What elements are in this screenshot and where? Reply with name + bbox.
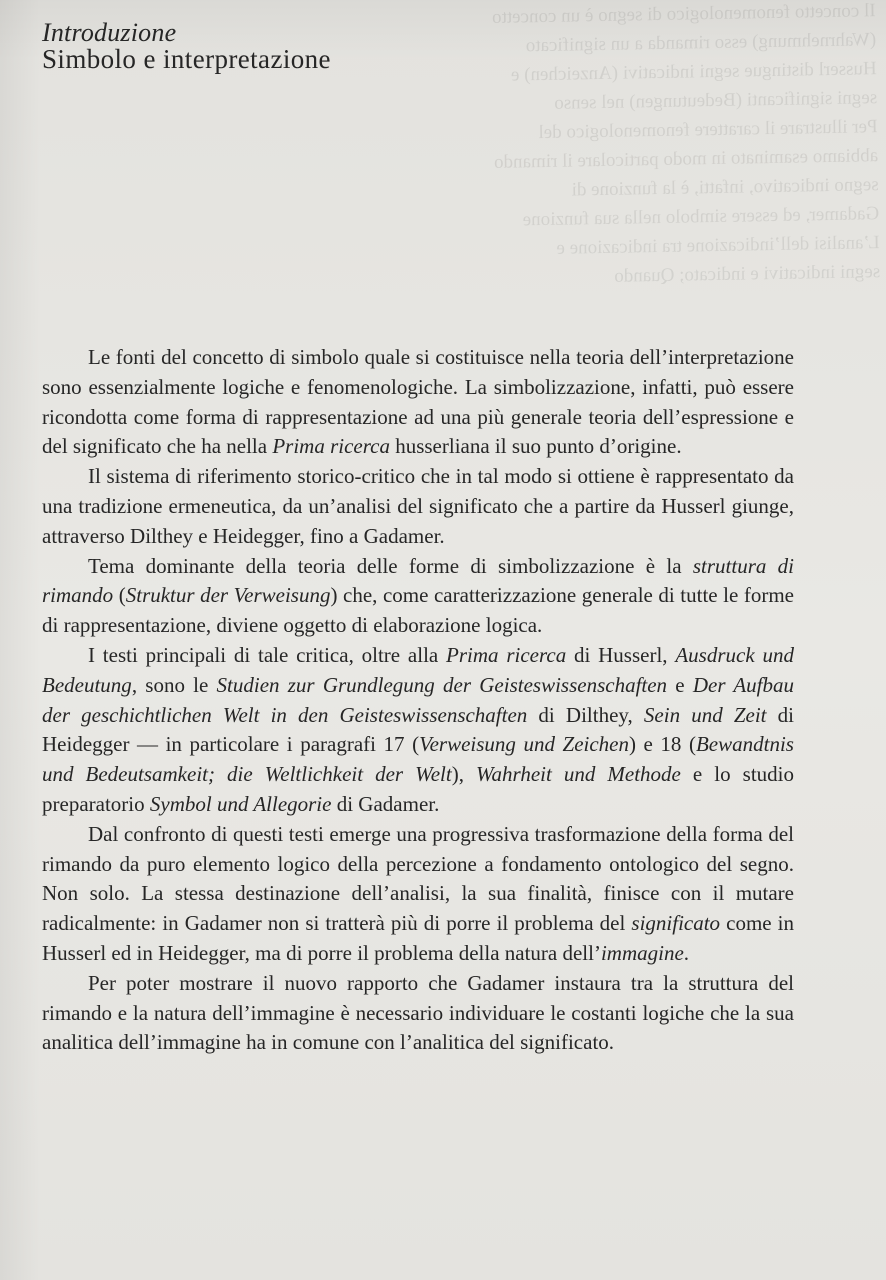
- chapter-title: Simbolo e interpretazione: [42, 44, 331, 74]
- italic-title: Ausdruck und Bedeutung: [42, 642, 794, 697]
- paragraph: [42, 343, 794, 462]
- text-run: Dal confronto di questi testi emerge una progressiva trasformazione della forma del rimando da puro elemento logico della percezione a fondamento ontologico del segno. Non solo. La stessa destinazione dell’analisi, la sua finalità, finisce con il mutare radicalmente: in Gadamer non si tratterà più di porre il problema del: [42, 821, 794, 936]
- text-run: (: [113, 583, 126, 608]
- text-run: ),: [451, 762, 476, 787]
- text-run: e lo studio preparatorio: [42, 762, 794, 816]
- text-run: di Husserl,: [566, 642, 676, 667]
- paragraph: [42, 969, 794, 1058]
- italic-title: Der Aufbau der geschichtlichen Welt in den Geisteswissenschaften: [42, 672, 794, 727]
- paragraph: [42, 641, 794, 820]
- italic-title: Struktur der Verweisung: [125, 583, 331, 608]
- text-run: di Heidegger — in particolare i paragrafi 17 (: [42, 702, 794, 757]
- italic-title: immagine: [600, 940, 684, 965]
- text-run: I testi principali di tale critica, oltre alla: [88, 642, 447, 667]
- italic-title: Bewandtnis und Bedeutsamkeit; die Weltlichkeit der Welt: [42, 732, 794, 787]
- italic-title: Sein und Zeit: [643, 702, 767, 727]
- paragraph: [42, 552, 794, 641]
- italic-title: Symbol und Allegorie: [149, 791, 332, 816]
- show-through-text: Il concetto fenomenologico di segno è un concetto (Wahrnehmung) esso rimanda a un significato Husserl distingue segni indicativi (Anzeichen) e segni significanti (Bedeutungen) nel senso Per illustrare il carattere fenomenologico del abbiamo esaminato in modo particolare il rimando segno indicativo, infatti, è la funzione di Gadamer, ed essere simbolo nella sua funzione L’analisi dell’indicazione tra indicazione e segni indicativi e indicato; Quando: [491, 0, 881, 287]
- text-run: husserliana il suo punto d’origine.: [389, 434, 682, 459]
- italic-title: significato: [631, 911, 721, 936]
- italic-title: Verweisung und Zeichen: [419, 732, 629, 757]
- text-run: ) che, come caratterizzazione generale di tutte le forme di rappresentazione, diviene oggetto di elaborazione logica.: [42, 583, 794, 638]
- text-run: ) e 18 (: [629, 732, 696, 757]
- body-text: [42, 343, 794, 1058]
- paragraph: [42, 820, 794, 969]
- chapter-label: Introduzione: [42, 18, 177, 47]
- paragraph: [42, 462, 794, 551]
- text-run: , sono le: [131, 672, 217, 697]
- text-run: Tema dominante della teoria delle forme di simbolizzazione è la: [88, 553, 693, 578]
- text-run: .: [683, 940, 690, 965]
- text-run: e: [667, 672, 693, 697]
- text-run: di Dilthey,: [527, 702, 644, 727]
- italic-title: struttura di rimando: [42, 553, 795, 608]
- text-run: Le fonti del concetto di simbolo quale si costituisce nella teoria dell’interpretazione sono essenzialmente logiche e fenomenologiche. La simbolizzazione, infatti, può essere ricondotta come forma di rappresentazione ad una più generale teoria dell’espressione e del significato che ha nella: [42, 345, 794, 459]
- text-run: Il sistema di riferimento storico-critico che in tal modo si ottiene è rappresentato da una tradizione ermeneutica, da un’analisi del significato che a partire da Husserl giunge, attraverso Dilthey e Heidegger, fino a Gadamer.: [42, 464, 794, 548]
- text-run: come in Husserl ed in Heidegger, ma di porre il problema della natura dell’: [42, 911, 795, 965]
- italic-title: Prima ricerca: [272, 434, 390, 459]
- italic-title: Prima ricerca: [446, 642, 567, 667]
- italic-title: Studien zur Grundlegung der Geisteswissenschaften: [216, 672, 668, 697]
- text-run: Per poter mostrare il nuovo rapporto che Gadamer instaura tra la struttura del rimando e la natura dell’immagine è necessario individuare le costanti logiche che la sua analitica dell’immagine ha in comune con l’analitica del significato.: [42, 970, 794, 1055]
- italic-title: Wahrheit und Methode: [475, 762, 681, 787]
- text-run: di Gadamer.: [331, 791, 440, 816]
